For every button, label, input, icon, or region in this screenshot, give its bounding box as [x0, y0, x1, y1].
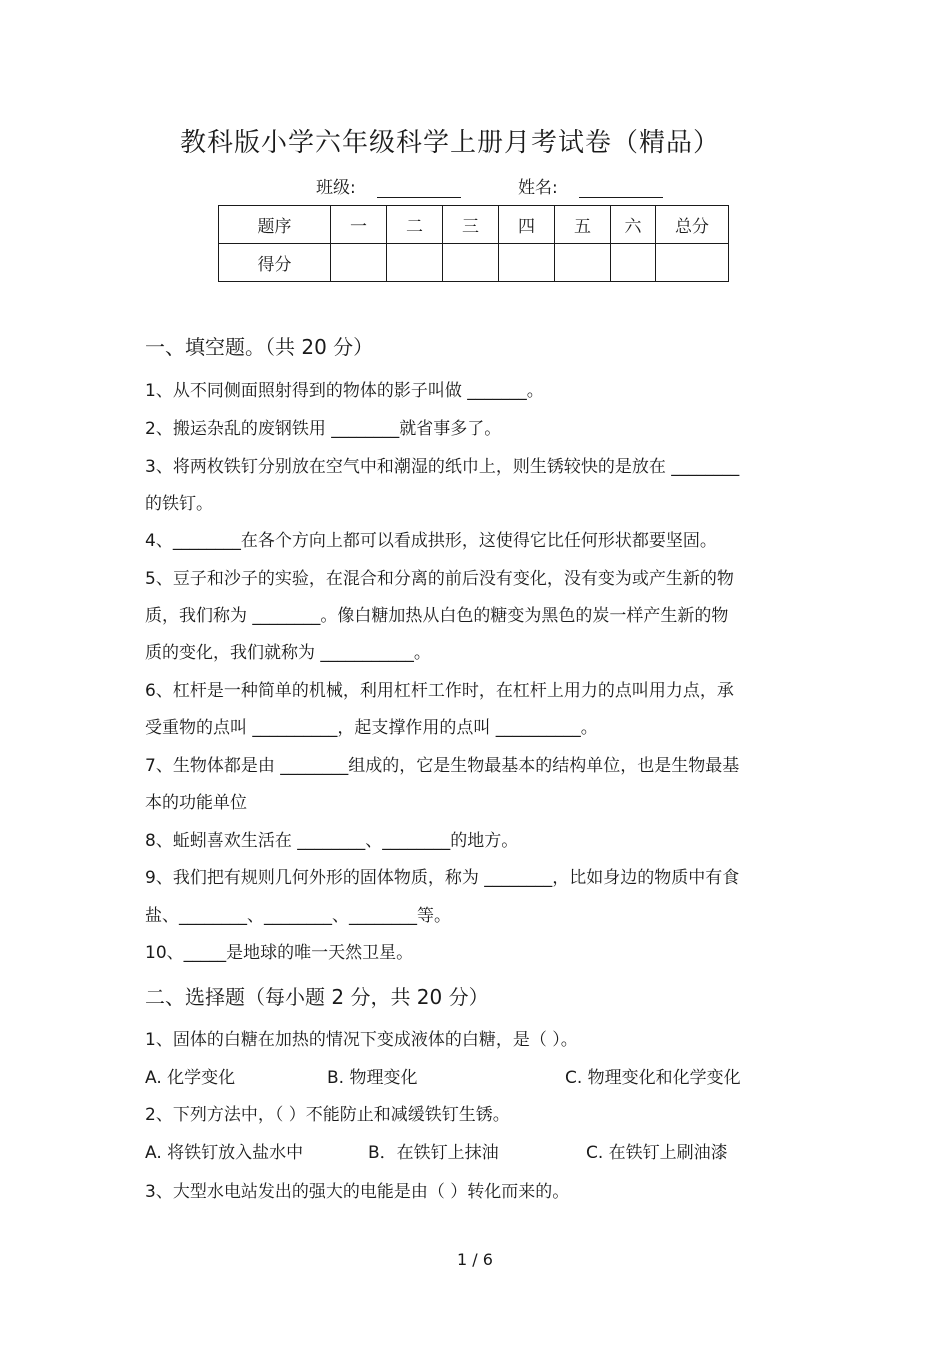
question-line: 受重物的点叫 __________，起支撑作用的点叫 __________。 — [145, 718, 598, 738]
question-line: 4、________在各个方向上都可以看成拱形，这使得它比任何形状都要坚固。 — [145, 531, 717, 551]
question-line: 9、我们把有规则几何外形的固体物质，称为 ________，比如身边的物质中有食 — [145, 868, 740, 888]
question-line: 1、固体的白糖在加热的情况下变成液体的白糖，是（ ）。 — [145, 1030, 578, 1050]
option-a[interactable]: A. 化学变化 — [145, 1068, 236, 1088]
name-field — [518, 173, 663, 198]
header-cell: 一 — [331, 206, 387, 244]
question-line: 的铁钉。 — [145, 494, 213, 514]
header-cell: 六 — [611, 206, 656, 244]
question-line: 7、生物体都是由 ________组成的，它是生物最基本的结构单位，也是生物最基 — [145, 756, 740, 776]
name-blank — [579, 179, 663, 198]
name-label: 姓名: — [518, 178, 558, 198]
section-2-title: 二、选择题（每小题 2 分，共 20 分） — [145, 985, 489, 1009]
score-table — [218, 205, 729, 282]
class-field — [316, 173, 461, 198]
score-cell[interactable] — [611, 244, 656, 282]
row-label-cell: 得分 — [219, 244, 331, 282]
header-cell: 二 — [387, 206, 443, 244]
question-line: 本的功能单位 — [145, 793, 247, 813]
question-line: 2、下列方法中，（ ）不能防止和减缓铁钉生锈。 — [145, 1105, 510, 1125]
section-1-title: 一、填空题。（共 20 分） — [145, 335, 374, 359]
question-line: 10、_____是地球的唯一天然卫星。 — [145, 943, 414, 963]
class-label: 班级: — [316, 178, 356, 198]
option-b[interactable]: B. 物理变化 — [327, 1068, 418, 1088]
score-cell[interactable] — [656, 244, 729, 282]
class-blank — [377, 179, 461, 198]
score-cell[interactable] — [499, 244, 555, 282]
question-line: 3、大型水电站发出的强大的电能是由（ ）转化而来的。 — [145, 1182, 570, 1202]
question-line: 8、蚯蚓喜欢生活在 ________、________的地方。 — [145, 831, 519, 851]
question-line: 质的变化，我们就称为 ___________。 — [145, 643, 431, 663]
question-line: 5、豆子和沙子的实验，在混合和分离的前后没有变化，没有变为或产生新的物 — [145, 569, 734, 589]
score-cell[interactable] — [331, 244, 387, 282]
question-line: 质，我们称为 ________。像白糖加热从白色的糖变为黑色的炭一样产生新的物 — [145, 606, 729, 626]
header-cell: 三 — [443, 206, 499, 244]
header-cell: 总分 — [656, 206, 729, 244]
header-cell: 题序 — [219, 206, 331, 244]
score-table-score-row — [219, 244, 729, 282]
option-c[interactable]: C. 在铁钉上刷油漆 — [586, 1143, 728, 1163]
question-line: 6、杠杆是一种简单的机械，利用杠杆工作时，在杠杆上用力的点叫用力点，承 — [145, 681, 734, 701]
score-cell[interactable] — [443, 244, 499, 282]
option-a[interactable]: A. 将铁钉放入盐水中 — [145, 1143, 304, 1163]
option-b[interactable]: B．在铁钉上抹油 — [368, 1143, 499, 1163]
page-number: 1 / 6 — [457, 1250, 493, 1269]
score-table-header-row — [219, 206, 729, 244]
question-line: 3、将两枚铁钉分别放在空气中和潮湿的纸巾上，则生锈较快的是放在 ________ — [145, 457, 740, 477]
document-title: 教科版小学六年级科学上册月考试卷（精品） — [179, 128, 720, 158]
question-line: 盐、________、________、________等。 — [145, 906, 451, 926]
score-cell[interactable] — [555, 244, 611, 282]
header-cell: 四 — [499, 206, 555, 244]
header-cell: 五 — [555, 206, 611, 244]
question-line: 1、从不同侧面照射得到的物体的影子叫做 _______。 — [145, 381, 544, 401]
question-line: 2、搬运杂乱的废钢铁用 ________就省事多了。 — [145, 419, 502, 439]
option-c[interactable]: C. 物理变化和化学变化 — [565, 1068, 741, 1088]
score-cell[interactable] — [387, 244, 443, 282]
